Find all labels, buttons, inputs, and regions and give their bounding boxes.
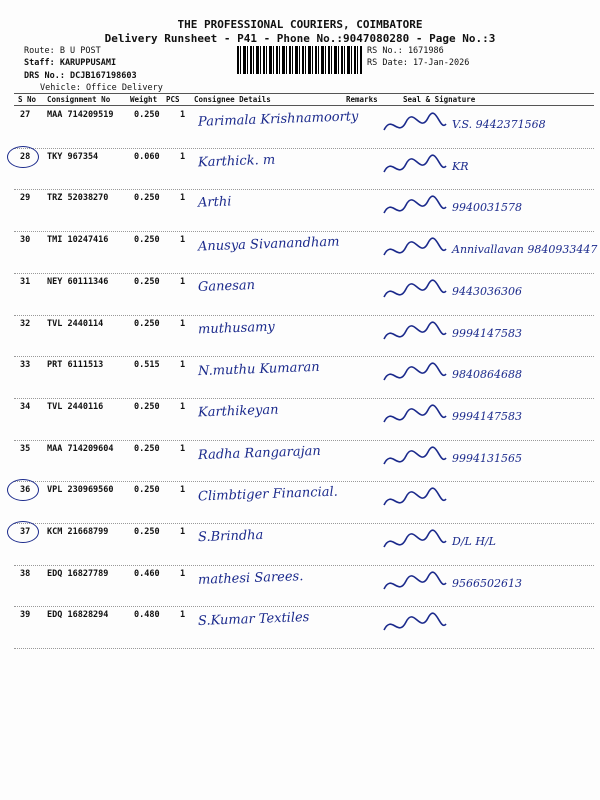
row-pcs: 1 [180, 318, 186, 329]
row-consignee-handwritten: mathesi Sarees. [197, 568, 304, 588]
row-signature-text: 9566502613 [452, 576, 522, 590]
col-seal-header: Seal & Signature [403, 95, 476, 104]
row-sno: 34 [20, 401, 31, 412]
row-signature-text: 9443036306 [452, 284, 522, 298]
signature-scribble [380, 527, 450, 559]
row-consignee-handwritten: Parimala Krishnamoorty [197, 109, 359, 130]
signature-scribble [380, 569, 450, 601]
signature-scribble [380, 360, 450, 392]
rs-date: RS Date: 17-Jan-2026 [367, 58, 470, 68]
signature-scribble [380, 277, 450, 309]
row-signature-text: KR [452, 159, 469, 173]
row-consignment: TRZ 52038270 [47, 193, 109, 204]
row-pcs: 1 [180, 193, 186, 204]
row-weight: 0.060 [134, 151, 160, 162]
staff-label: Staff: KARUPPUSAMI [24, 58, 117, 68]
row-sno: 29 [20, 193, 31, 204]
row-signature-text: 9840864688 [452, 368, 522, 382]
route-label: Route: B U POST [24, 46, 101, 56]
row-consignment: NEY 60111346 [47, 276, 109, 287]
row-divider [14, 231, 594, 232]
row-weight: 0.460 [134, 568, 160, 579]
row-weight: 0.250 [134, 318, 160, 329]
runsheet-subtitle: Delivery Runsheet - P41 - Phone No.:9047080280 - Page No.:3 [104, 32, 496, 45]
row-sno: 30 [20, 235, 31, 246]
row-weight: 0.250 [134, 443, 160, 454]
row-sno: 28 [20, 151, 31, 162]
col-pcs-header: PCS [166, 95, 180, 104]
row-pcs: 1 [180, 276, 186, 287]
signature-scribble [380, 235, 450, 267]
row-pcs: 1 [180, 443, 186, 454]
row-divider [14, 148, 594, 149]
row-divider [14, 648, 594, 649]
row-divider [14, 273, 594, 274]
row-consignment: TKY 967354 [47, 151, 99, 162]
row-sno: 33 [20, 360, 31, 371]
row-consignee-handwritten: Radha Rangarajan [197, 443, 322, 463]
row-consignment: KCM 21668799 [47, 527, 109, 537]
row-consignee-handwritten: Anusya Sivanandham [197, 234, 340, 255]
col-remarks-header: Remarks [346, 95, 378, 104]
row-sno: 31 [20, 276, 31, 287]
row-weight: 0.250 [134, 401, 160, 412]
row-divider [14, 315, 594, 316]
vehicle-label: Vehicle: Office Delivery [40, 83, 163, 93]
row-divider [14, 356, 594, 357]
row-sno: 38 [20, 568, 31, 579]
row-divider [14, 606, 594, 607]
signature-scribble [380, 402, 450, 434]
row-consignment: TVL 2440114 [47, 318, 104, 329]
row-pcs: 1 [180, 527, 186, 537]
row-consignee-handwritten: Karthikeyan [197, 402, 279, 421]
row-pcs: 1 [180, 110, 186, 120]
row-weight: 0.250 [134, 193, 160, 204]
row-pcs: 1 [180, 610, 186, 621]
col-consignment-header: Consignment No [47, 95, 111, 104]
row-divider [14, 398, 594, 399]
row-consignment: VPL 230969560 [47, 485, 114, 496]
row-weight: 0.480 [134, 610, 160, 621]
row-pcs: 1 [180, 485, 186, 496]
row-pcs: 1 [180, 401, 186, 412]
circle-mark [7, 479, 39, 501]
header-rule-bottom [14, 105, 594, 106]
row-sno: 37 [20, 527, 31, 537]
row-weight: 0.250 [134, 527, 160, 537]
row-divider [14, 523, 594, 524]
barcode-image [237, 46, 362, 74]
col-consignee-header: Consignee Details [194, 95, 271, 104]
row-weight: 0.250 [134, 110, 160, 120]
signature-scribble [380, 152, 450, 184]
row-divider [14, 440, 594, 441]
row-signature-text: 9940031578 [452, 201, 522, 215]
row-pcs: 1 [180, 151, 186, 162]
row-pcs: 1 [180, 235, 186, 246]
col-weight-header: Weight [130, 95, 158, 104]
row-consignment: MAA 714209519 [47, 110, 114, 120]
row-signature-text: Annivallavan 9840933447 [452, 243, 598, 257]
row-divider [14, 481, 594, 482]
signature-scribble [380, 110, 450, 142]
row-divider [14, 189, 594, 190]
row-sno: 35 [20, 443, 31, 454]
row-sno: 39 [20, 610, 31, 621]
row-consignment: PRT 6111513 [47, 360, 104, 371]
row-consignment: MAA 714209604 [47, 443, 114, 454]
row-consignment: TMI 10247416 [47, 235, 109, 246]
row-signature-text: 9994131565 [452, 451, 522, 465]
row-divider [14, 565, 594, 566]
row-pcs: 1 [180, 568, 186, 579]
header-rule-top [14, 93, 594, 94]
row-consignee-handwritten: Karthick. m [197, 152, 276, 171]
row-pcs: 1 [180, 360, 186, 371]
signature-scribble [380, 485, 450, 517]
signature-scribble [380, 193, 450, 225]
rs-number: RS No.: 1671986 [367, 46, 444, 56]
row-consignee-handwritten: N.muthu Kumaran [197, 360, 320, 380]
signature-scribble [380, 319, 450, 351]
row-weight: 0.250 [134, 485, 160, 496]
row-consignee-handwritten: Arthi [197, 194, 232, 211]
row-consignment: EDQ 16828294 [47, 610, 109, 621]
circle-mark [7, 521, 39, 543]
row-sno: 36 [20, 485, 31, 496]
signature-scribble [380, 444, 450, 476]
row-consignee-handwritten: S.Brindha [197, 527, 264, 546]
row-consignee-handwritten: Climbtiger Financial. [197, 484, 339, 505]
row-consignee-handwritten: Ganesan [197, 277, 256, 295]
company-title: THE PROFESSIONAL COURIERS, COIMBATORE [177, 18, 423, 31]
row-signature-text: 9994147583 [452, 409, 522, 423]
col-sno-header: S No [18, 95, 37, 104]
row-weight: 0.250 [134, 276, 160, 287]
drs-label: DRS No.: DCJB167198603 [24, 71, 137, 81]
row-consignee-handwritten: S.Kumar Textiles [197, 610, 310, 630]
row-signature-text: D/L H/L [452, 535, 496, 548]
row-consignment: EDQ 16827789 [47, 568, 109, 579]
row-weight: 0.515 [134, 360, 160, 371]
signature-scribble [380, 610, 450, 642]
row-signature-text: 9994147583 [452, 326, 522, 340]
circle-mark [7, 146, 39, 168]
row-sno: 32 [20, 318, 31, 329]
row-consignee-handwritten: muthusamy [197, 319, 276, 337]
row-weight: 0.250 [134, 235, 160, 246]
row-sno: 27 [20, 110, 31, 120]
row-signature-text: V.S. 9442371568 [452, 118, 546, 131]
row-consignment: TVL 2440116 [47, 401, 104, 412]
